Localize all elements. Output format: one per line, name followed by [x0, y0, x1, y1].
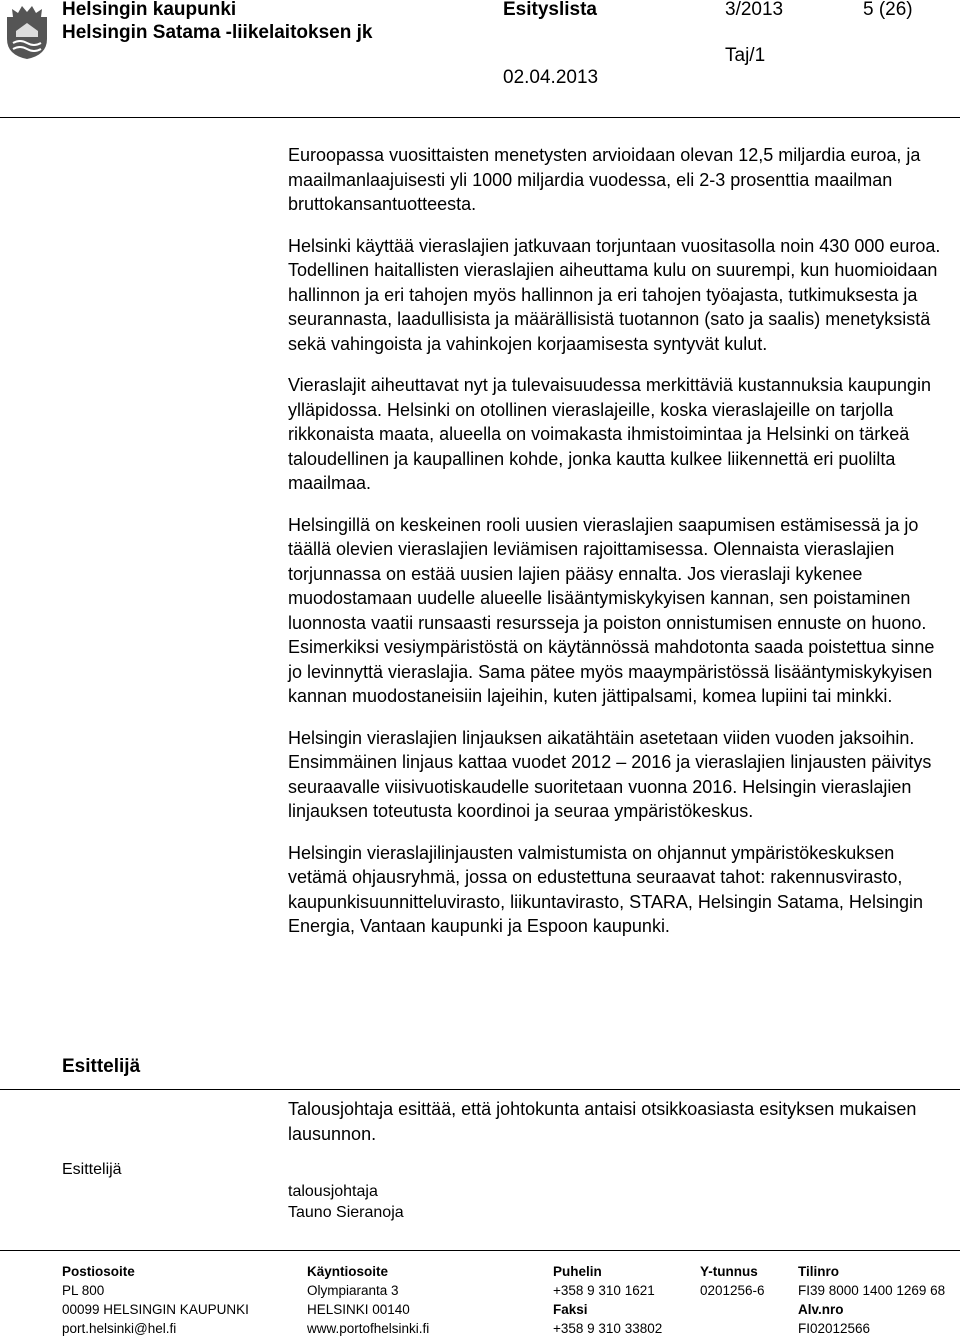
- footer-label: Tilinro: [798, 1264, 840, 1279]
- paragraph: Helsinki käyttää vieraslajien jatkuvaan torjuntaan vuositasolla noin 430 000 euroa. Todellinen haitallisten vieraslajien aiheuttama kulu on suurempi, kun huomioidaan hallinnon ja eri tahojen myös hallinnon ja eri tahojen työajasta, tutkimuksesta ja seurannasta, laadullisista ja määrällisistä tuotannon (sato ja saalis) menetyksistä sekä vahingoista ja vahinkojen korjaamisesta syntyvät kulut.: [288, 235, 941, 354]
- footer-label: Alv.nro: [798, 1302, 844, 1317]
- doc-type: Esityslista: [503, 0, 597, 20]
- paragraph: Euroopassa vuosittaisten menetysten arvioidaan olevan 12,5 miljardia euroa, ja maailmanlaajuisesti yli 1000 miljardia vuodessa, eli 2-3 prosenttia maailman bruttokansantuotteesta.: [288, 145, 921, 214]
- footer-business-id: [700, 1262, 765, 1300]
- footer-value: FI02012566: [798, 1321, 871, 1336]
- section-divider: [0, 1089, 960, 1090]
- footer-value: 0201256-6: [700, 1283, 765, 1298]
- footer-label: Y-tunnus: [700, 1264, 758, 1279]
- footer-label: Puhelin: [553, 1264, 602, 1279]
- paragraph: Helsingin vieraslajien linjauksen aikatähtäin asetetaan viiden vuoden jaksoihin. Ensimmäinen linjaus kattaa vuodet 2012 – 2016 ja vieraslajien linjausten päivitys seuraavalle viisivuotiskaudelle suoritetaan vuonna 2016. Helsingin vieraslajien linjauksen toteutusta koordinoi ja seuraa ympäristökeskus.: [288, 727, 932, 821]
- meeting-date: 02.04.2013: [503, 67, 599, 88]
- footer-email: port.helsinki@hel.fi: [62, 1321, 177, 1336]
- paragraph: Helsingin vieraslajilinjausten valmistumista on ohjannut ympäristökeskuksen vetämä ohjausryhmä, jossa on edustettuna seuraavat tahot: rakennusvirasto, kaupunkisuunnitteluvirasto, liikuntavirasto, STARA, Helsingin Satama, Helsingin Energia, Vantaan kaupunki ja Espoon kaupunki.: [288, 842, 923, 936]
- footer-value: Olympiaranta 3: [307, 1283, 399, 1298]
- footer-phone: [553, 1262, 662, 1338]
- page-number: 5 (26): [863, 0, 913, 20]
- footer-divider: [0, 1250, 960, 1251]
- paragraph: Helsingillä on keskeinen rooli uusien vieraslajien saapumisen estämisessä ja jo täällä olevien vieraslajien leviämisen rajoittamisessa. Olennaista vieraslajien torjunnassa on estää uusien lajien pääsy ennalta. Jos vieraslaji kykenee muodostamaan uudelle alueelle lisääntymiskykyisen kannan, sen poistaminen luonnosta vaatii runsaasti resursseja ja poiston onnistumisen ennuste on huono. Esimerkiksi vesiympäristöstä on käytännössä mahdotonta saada poistettua sinne jo levinnyttä vieraslajia. Sama pätee myös maaympäristössä lisääntymiskykyisen kannan muodostaneisiin lajeihin, kuten jättipalsami, komea lupiini tai minkki.: [288, 514, 935, 706]
- footer-visit: [307, 1262, 429, 1338]
- body-text: [288, 143, 953, 956]
- helsinki-crest-icon: [4, 3, 50, 61]
- org-unit: Helsingin Satama -liikelaitoksen jk: [62, 22, 373, 43]
- org-name: Helsingin kaupunki: [62, 0, 237, 20]
- footer-label: Käyntiosoite: [307, 1264, 389, 1279]
- esittelija-label: Esittelijä: [62, 1161, 122, 1178]
- doc-number: 3/2013: [725, 0, 784, 20]
- item-number: Taj/1: [725, 45, 766, 66]
- footer-account: [798, 1262, 945, 1338]
- signer-title: talousjohtaja: [288, 1183, 378, 1200]
- footer-value: HELSINKI 00140: [307, 1302, 410, 1317]
- footer-value: PL 800: [62, 1283, 105, 1298]
- footer-website: www.portofhelsinki.fi: [307, 1321, 430, 1336]
- footer-value: +358 9 310 33802: [553, 1321, 663, 1336]
- footer-value: FI39 8000 1400 1269 68: [798, 1283, 946, 1298]
- footer-label: Faksi: [553, 1302, 588, 1317]
- footer-postal: [62, 1262, 249, 1338]
- footer-label: Postiosoite: [62, 1264, 135, 1279]
- signer-name: Tauno Sieranoja: [288, 1204, 404, 1221]
- header-divider: [0, 117, 960, 118]
- paragraph: Vieraslajit aiheuttavat nyt ja tulevaisuudessa merkittäviä kustannuksia kaupungin ylläpidossa. Helsinki on otollinen vieraslajeille, koska vieraslajeille on tarjolla rikkonaista maata, alueella on voimakasta ihmistoimintaa ja Helsinki on tärkeä taloudellinen ja kaupallinen kohde, jonka kautta kulkee liikennettä eri puolilta maailmaa.: [288, 375, 932, 493]
- footer-value: 00099 HELSINGIN KAUPUNKI: [62, 1302, 249, 1317]
- footer-value: +358 9 310 1621: [553, 1283, 655, 1298]
- esittelija-heading: Esittelijä: [62, 1056, 141, 1077]
- proposal-text: Talousjohtaja esittää, että johtokunta antaisi otsikkoasiasta esityksen mukaisen lausunnon.: [288, 1099, 917, 1144]
